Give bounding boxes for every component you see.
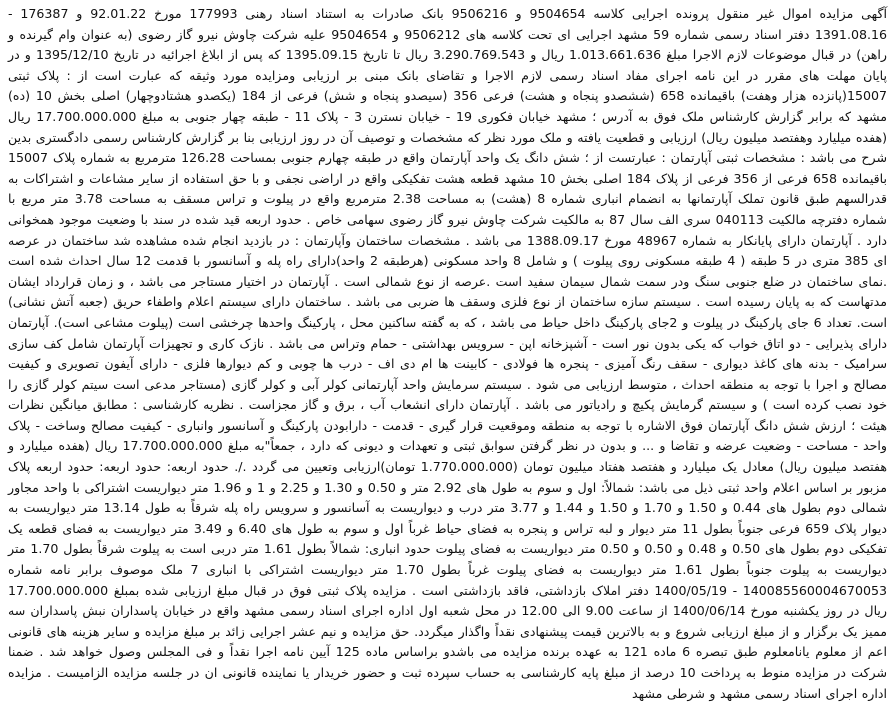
auction-notice-body: آگهی مزایده اموال غیر منقول پرونده اجرایی کلاسه 9504654 و 9506216 بانک صادرات به استناد اسناد رهنی 177993 مورخ 92.01.22 و 176387 - 1391.08.16 دفتر اسناد رسمی شماره 59 مشهد اجرایی ای تحت کلاسه های 9506212 و 9504654 علیه شرکت چاوش نیرو گاز رضوی (به عنوان وام گیرنده و راهن) در قبال موضوعات لازم الاجرا مبلغ 1.013.661.636 ریال و 3.290.769.543 ریال تا تاریخ 1395.09.15 که پس از ابلاغ اجرائیه در تاریخ 1395/12/10 و در پایان مهلت های مقرر در این نامه اجرای مفاد اسناد رسمی لازم الاجرا و تقاضای بانک مبنی بر ارزیابی ومزایده مورد وثیقه که عبارت است از : پلاک ثبتی 15007(پانزده هزار وهفت) باقیمانده 658 (ششصدو پنجاه و هشت) فرعی 356 (سیصدو پنجاه و شش) فرعی از 184 (یکصدو هشتادوچهار) اصلی بخش 10 (ده) مشهد که برابر گزارش کارشناس ملک فوق به آدرس ؛ مشهد خیابان فکوری 19 - خیابان نسترن 3 - پلاک 11 - طبقه چهار جنوبی به مبلغ 17.700.000.000 ریال (هفده میلیارد وهفتصد میلیون ریال) ارزیابی و قطعیت یافته و ملک مورد نظر که مشخصات و توصیف آن در روز ارزیابی بنا بر گزارش کارشناس رسمی دادگستری بدین شرح می باشد : مشخصات ثبتی آپارتمان : عبارتست از ؛ شش دانگ یک واحد آپارتمان واقع در طبقه چهارم جنوبی بمساحت 126.28 مترمربع به شماره پلاک 15007 باقیمانده 658 فرعی از 356 فرعی از پلاک 184 اصلی بخش 10 مشهد قطعه هشت تفکیکی واقع در اراضی نجفی و با حق استفاده از سایر مشاعات و اشتراکات به قدرالسهم طبق قانون تملک آپارتمانها به انضمام انباری شماره 8 (هشت) به مساحت 2.38 مترمربع واقع در پیلوت و تراس مسقف به مساحت 3.78 متر مربع با شماره دفترچه مالکیت 040113 سری الف سال 87 به مالکیت شرکت چاوش نیرو گاز رضوی سهامی خاص . حدود اربعه قید شده در سند با وضعیت موجود همخوانی دارد . آپارتمان دارای پایانکار به شماره 48967 مورخ 1388.09.17 می باشد . مشخصات ساختمان وآپارتمان : در بازدید انجام شده مشاهده شد ساختمان در عرصه ای 385 متری در 5 طبقه ( 4 طبقه مسکونی روی پیلوت ) و شامل 8 واحد مسکونی (هرطبقه 2 واحد)دارای راه پله و آسانسور با قدمت 12 سال احداث شده است .نمای ساختمان در ضلع جنوبی سنگ ودر سمت شمال سیمان سفید است .عرصه از نوع شمالی است . آپارتمان در اختیار مستاجر می باشد ، و زمان قرارداد ایشان مدتهاست که به پایان رسیده است . سیستم سازه ساختمان از نوع فلزی وسقف ها ضربی می باشد . ساختمان دارای سیستم اعلام واطفاء حریق (جعبه آتش نشانی) است. تعداد 6 جای پارکینگ در پیلوت و 2جای پارکینگ داخل حیاط می باشد ، که به گفته ساکنین محل ، پارکینگ واحدها چرخشی است (پیلوت مشاعی است). آپارتمان دارای پذیرایی - دو اتاق خواب که یکی بدون نور است - آشپزخانه اپن - سرویس بهداشتی - حمام وتراس می باشد . نازک کاری و تجهیزات آپارتمان شامل کف سازی سرامیک - بدنه های کاغذ دیواری - سقف رنگ آمیزی - پنجره ها فولادی - کابینت ها ام دی اف - درب ها چوبی و کم دیوارها فلزی - دارای آیفون تصویری و کیفیت مصالح و اجرا با توجه به منطقه احداث ، متوسط ارزیابی می شود . سیستم سرمایش واحد آپارتمانی کولر آبی و کولر گازی (مستاجر مدعی است سیتم کولر گازی را خود نصب کرده است ) و سیستم گرمایش پکیچ و رادیاتور می باشد . آپارتمان دارای انشعاب آب ، برق و گاز مجزاست . نظریه کارشناسی : مطابق میانگین نظرات هیئت ؛ ارزش شش دانگ آپارتمان فوق الاشاره با توجه به منطقه وموقعیت قرار گیری - قدمت - دارابودن پارکینگ و آسانسور وانباری - کیفیت مصالح وساخت - پلاک واحد - مساحت - وضعیت عرضه و تقاضا و ... و بدون در نظر گرفتن سوابق ثبتی و تعهدات و دیونی که دارد ، جمعاً"به مبلغ 17.700.000.000 ریال (هفده میلیارد و هفتصد میلیون ریال) معادل یک میلیارد و هفتصد هفتاد میلیون تومان (1.770.000.000 تومان)ارزیابی وتعیین می گردد ./. حدود اربعه: حدود اربعه: حدود اربعه پلاک مزبور بر اساس اعلام واحد ثبتی ذیل می باشد: شمالاً: اول و سوم به طول های 2.92 متر و 0.50 و 1.30 و 2.25 و 1 و 1.96 متر دیواریست اشتراکی با واحد مجاور شمالی دوم بطول های 0.44 و 1.50 و 1.70 و 1.50 و 1.44 و 3.77 متر درب و دیواریست به آسانسور و سرویس راه پله شرقاً به طول 13.14 متر دیواریست به دیوار پلاک 659 فرعی جنوباً بطول 11 متر دیوار و لبه تراس و پنجره به فضای حیاط غرباً اول و سوم به طول های 6.40 و 3.49 متر دیواریست به فضای قطعه یک تفکیکی دوم بطول های 0.50 و 0.48 و 0.50 و 0.50 متر دیواریست به فضای پیلوت حدود انباری: شمالاً بطول 1.61 متر دربی است به پیلوت شرقاً بطول 1.70 متر دیواریست به پیلوت جنوباً بطول 1.61 متر دیواریست به فضای پیلوت غرباً بطول 1.70 متر دیواریست اشتراکی با انباری 7 ملک موصوف برابر نامه شماره 140085560004670053 - 1400/05/19 دفتر املاک بازداشتی، فاقد بازداشتی است . مزایده پلاک ثبتی فوق در قبال مبلغ ارزیابی شده بمبلغ 17.700.000.000 ریال در روز یکشنبه مورخ 1400/06/14 از ساعت 9.00 الی 12.00 در محل شعبه اول اداره اجرای اسناد رسمی مشهد واقع در خیابان پاسداران نبش پاسداران سه ممیز یک برگزار و از مبلغ ارزیابی شروع و به بالاترین قیمت پیشنهادی نقداً واگذار میگردد. حق مزایده و نیم عشر اجرایی زائد بر مبلغ مزایده و سایر هزینه های قانونی اعم از معلوم یانامعلوم طبق تبصره 6 ماده 121 به عهده برنده مزایده می باشدو براساس ماده 125 آیین نامه اجرا نقداً و فی المجلس وصول خواهد شد . ضمنا شرکت در مزایده منوط به پرداخت 10 درصد از مبلغ پایه کارشناسی به حساب سپرده ثبت و حضور خریدار یا نماینده قانونی ان در جلسه مزایده الزامیست . مزایده اداره اجرای اسناد رسمی مشهد و شرطی مشهد bbox=[8, 6, 888, 701]
